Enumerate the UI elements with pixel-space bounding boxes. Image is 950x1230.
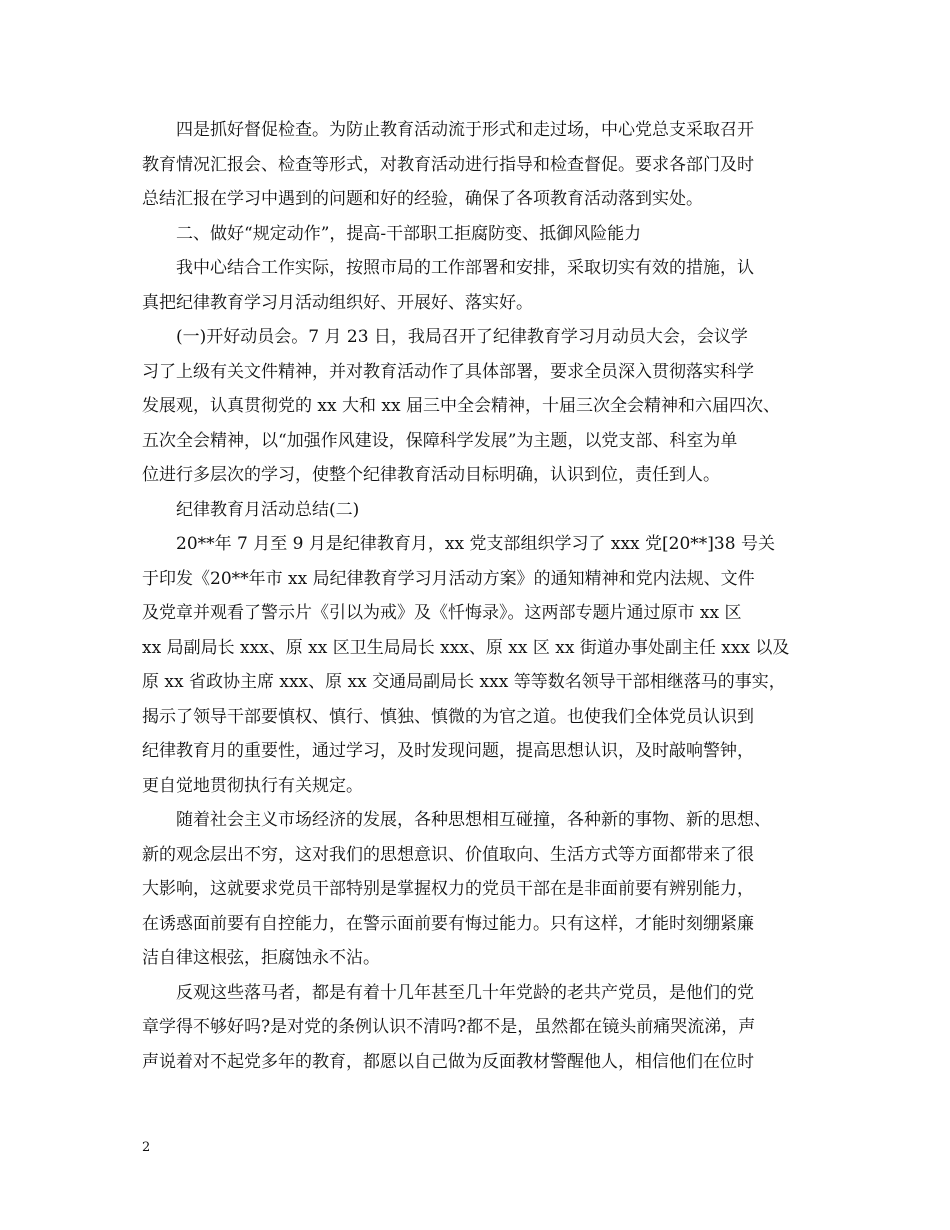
text-line: 揭示了领导干部要慎权、慎行、慎独、慎微的为官之道。也使我们全体党员认识到 [142, 706, 754, 727]
text-line: 真把纪律教育学习月活动组织好、开展好、落实好。 [142, 292, 533, 313]
text-line: 纪律教育月活动总结(二) [176, 499, 360, 520]
text-line: 声说着对不起党多年的教育，都愿以自己做为反面教材警醒他人，相信他们在位时 [142, 1051, 754, 1072]
text-line: 反观这些落马者，都是有着十几年甚至几十年党龄的老共产党员，是他们的党 [176, 982, 754, 1003]
text-line: 更自觉地贯彻执行有关规定。 [142, 775, 363, 796]
text-line: 大影响，这就要求党员干部特别是掌握权力的党员干部在是非面前要有辨别能力， [142, 879, 754, 899]
text-line: 新的观念层出不穷，这对我们的思想意识、价值取向、生活方式等方面都带来了很 [142, 844, 754, 865]
text-line: 五次全会精神，以“加强作风建设，保障科学发展”为主题，以党支部、科室为单 [142, 430, 738, 451]
text-line: 纪律教育月的重要性，通过学习，及时发现问题，提高思想认识，及时敲响警钟， [142, 741, 754, 761]
text-line: 原 xx 省政协主席 xxx、原 xx 交通局副局长 xxx 等等数名领导干部相继落马的事实， [142, 672, 786, 692]
text-line: 在诱惑面前要有自控能力，在警示面前要有悔过能力。只有这样，才能时刻绷紧廉 [142, 913, 754, 934]
text-line: 总结汇报在学习中遇到的问题和好的经验，确保了各项教育活动落到实处。 [142, 189, 703, 209]
text-line: 20**年 7 月至 9 月是纪律教育月，xx 党支部组织学习了 xxx 党[20**]38 号关 [176, 534, 775, 554]
text-line: 位进行多层次的学习，使整个纪律教育活动目标明确，认识到位，责任到人。 [142, 465, 720, 485]
text-line: xx 局副局长 xxx、原 xx 区卫生局局长 xxx、原 xx 区 xx 街道办事处副主任 xxx 以及 [142, 637, 790, 658]
text-line: 及党章并观看了警示片《引以为戒》及《忏悔录》。这两部专题片通过原市 xx 区 [142, 603, 742, 623]
text-line: 于印发《20**年市 xx 局纪律教育学习月活动方案》的通知精神和党内法规、文件 [142, 568, 755, 589]
text-line: 习了上级有关文件精神，并对教育活动作了具体部署，要求全员深入贯彻落实科学 [142, 361, 754, 382]
text-line: 洁自律这根弦，拒腐蚀永不沾。 [142, 948, 380, 968]
text-line: 二、做好“规定动作”，提高-干部职工拒腐防变、抵御风险能力 [176, 223, 642, 244]
text-line: 四是抓好督促检查。为防止教育活动流于形式和走过场，中心党总支采取召开 [176, 120, 754, 140]
page-number: 2 [142, 1140, 151, 1155]
text-line: 章学得不够好吗?是对党的条例认识不清吗?都不是，虽然都在镜头前痛哭流涕，声 [142, 1017, 756, 1037]
document-body [142, 113, 822, 1079]
text-line: (一)开好动员会。7 月 23 日，我局召开了纪律教育学习月动员大会，会议学 [176, 327, 748, 347]
text-line: 我中心结合工作实际，按照市局的工作部署和安排，采取切实有效的措施，认 [176, 258, 754, 278]
text-line: 教育情况汇报会、检查等形式，对教育活动进行指导和检查督促。要求各部门及时 [142, 154, 754, 175]
text-line: 发展观，认真贯彻党的 xx 大和 xx 届三中全会精神，十届三次全会精神和六届四次、 [142, 396, 780, 416]
text-line: 随着社会主义市场经济的发展，各种思想相互碰撞，各种新的事物、新的思想、 [176, 810, 771, 830]
